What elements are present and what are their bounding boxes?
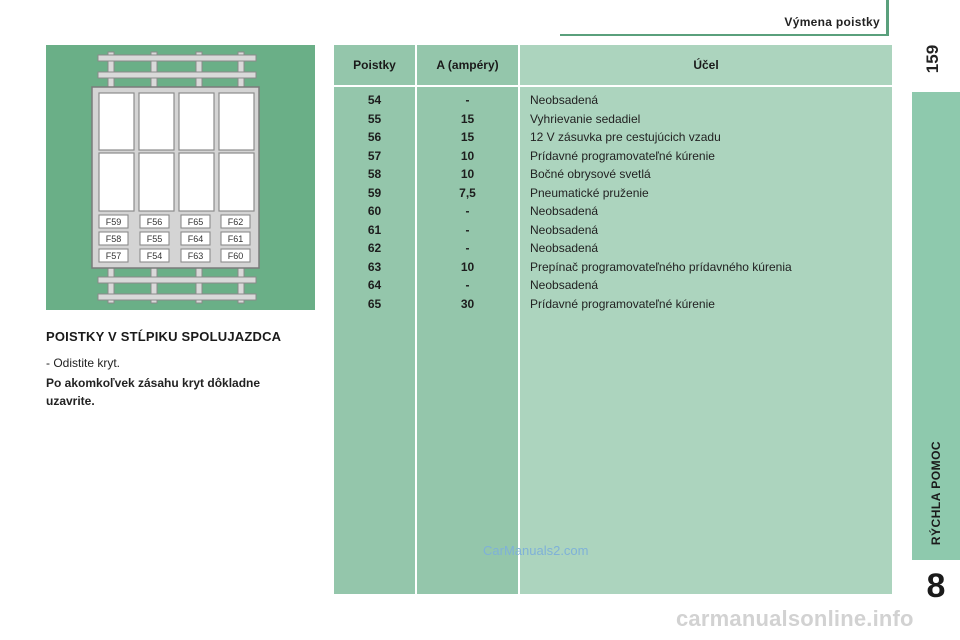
fuse-label: F65 xyxy=(187,217,204,227)
fuse-purpose: Prídavné programovateľné kúrenie xyxy=(530,296,715,311)
fuse-purpose: 12 V zásuvka pre cestujúcich vzadu xyxy=(530,130,721,144)
fuse-amperage: 10 xyxy=(460,259,475,274)
header-purpose: Účel xyxy=(693,58,719,72)
fuse-label: F56 xyxy=(146,217,163,227)
fuse-purpose: Neobsadená xyxy=(530,241,599,255)
fuse-number: 60 xyxy=(367,204,382,218)
fuse-amperage: 10 xyxy=(460,167,475,181)
fuse-number: 56 xyxy=(367,130,382,144)
watermark-carmanualsonline: carmanualsonline.info xyxy=(676,606,914,631)
fuse-amperage: - xyxy=(465,93,470,107)
fuse-number: 61 xyxy=(367,222,382,237)
fuse-label: F59 xyxy=(105,217,122,227)
fuse-number: 57 xyxy=(367,148,382,163)
fuse-number: 58 xyxy=(367,167,382,181)
table-row xyxy=(334,239,892,258)
fuse-label: F55 xyxy=(146,234,163,244)
fuse-purpose: Vyhrievanie sedadiel xyxy=(530,111,641,126)
fuse-amperage: 30 xyxy=(460,296,475,311)
fuse-label: F64 xyxy=(187,234,204,244)
header-divider xyxy=(334,85,892,87)
fuse-purpose: Prídavné programovateľné kúrenie xyxy=(530,148,715,163)
fuse-label: F54 xyxy=(146,251,163,261)
table-row xyxy=(334,258,892,277)
fuse-purpose: Bočné obrysové svetlá xyxy=(530,167,651,181)
fuse-amperage: 10 xyxy=(460,148,475,163)
fuse-box-illustration xyxy=(46,45,315,310)
fuse-amperage: 15 xyxy=(460,111,475,126)
watermark-carmanuals: CarManuals2.com xyxy=(483,543,589,558)
instruction-text: - Odistite kryt. xyxy=(46,356,121,370)
table-row xyxy=(334,221,892,240)
table-row xyxy=(334,91,892,110)
table-body xyxy=(334,91,892,313)
fuse-label: F58 xyxy=(105,234,122,244)
fuse-amperage: - xyxy=(465,241,470,255)
table-row xyxy=(334,110,892,129)
header-amperes: A (ampéry) xyxy=(436,58,499,72)
chapter-number: 8 xyxy=(926,566,946,605)
table-row xyxy=(334,276,892,295)
warning-text: Po akomkoľvek zásahu kryt dôkladne uzavrite. xyxy=(46,376,261,408)
fuse-number: 59 xyxy=(367,185,382,200)
fuse-number: 55 xyxy=(367,111,382,126)
fuse-number: 64 xyxy=(367,278,382,292)
fuse-amperage: 7,5 xyxy=(459,185,476,200)
fuse-amperage: 15 xyxy=(460,130,475,144)
chapter-tab-label-wrap xyxy=(912,300,960,560)
fuse-purpose: Pneumatické pruženie xyxy=(530,185,649,200)
fuse-table xyxy=(334,45,892,594)
page-header-title: Výmena poistky xyxy=(784,15,880,29)
fuse-number: 63 xyxy=(367,259,382,274)
table-header xyxy=(334,45,892,85)
fuse-purpose: Neobsadená xyxy=(530,93,599,107)
fuse-label: F57 xyxy=(105,251,122,261)
table-row xyxy=(334,295,892,314)
fuse-purpose: Neobsadená xyxy=(530,278,599,292)
fuse-number: 54 xyxy=(367,93,382,107)
chapter-tab-label: RÝCHLA POMOC xyxy=(929,440,944,546)
table-row xyxy=(334,128,892,147)
table-row xyxy=(334,202,892,221)
fuse-purpose: Prepínač programovateľného prídavného kúrenia xyxy=(530,259,792,274)
fuse-label: F62 xyxy=(227,217,244,227)
table-row xyxy=(334,147,892,166)
header-rule xyxy=(560,34,888,36)
fuse-number: 62 xyxy=(367,241,382,255)
fuse-label: F60 xyxy=(227,251,244,261)
table-row xyxy=(334,184,892,203)
fuse-amperage: - xyxy=(465,204,470,218)
header-fuse: Poistky xyxy=(353,58,396,72)
page-number: 159 xyxy=(923,44,942,74)
fuse-box-diagram xyxy=(46,45,315,310)
fuse-label: F61 xyxy=(227,234,244,244)
fuse-purpose: Neobsadená xyxy=(530,222,599,237)
fuse-amperage: - xyxy=(465,278,470,292)
fuse-number: 65 xyxy=(367,296,382,311)
fuse-amperage: - xyxy=(465,222,470,237)
section-title: POISTKY V STĹPIKU SPOLUJAZDCA xyxy=(46,329,282,344)
fuse-label: F63 xyxy=(187,251,204,261)
table-row xyxy=(334,165,892,184)
fuse-purpose: Neobsadená xyxy=(530,204,599,218)
header-vertical-bar xyxy=(886,0,889,36)
